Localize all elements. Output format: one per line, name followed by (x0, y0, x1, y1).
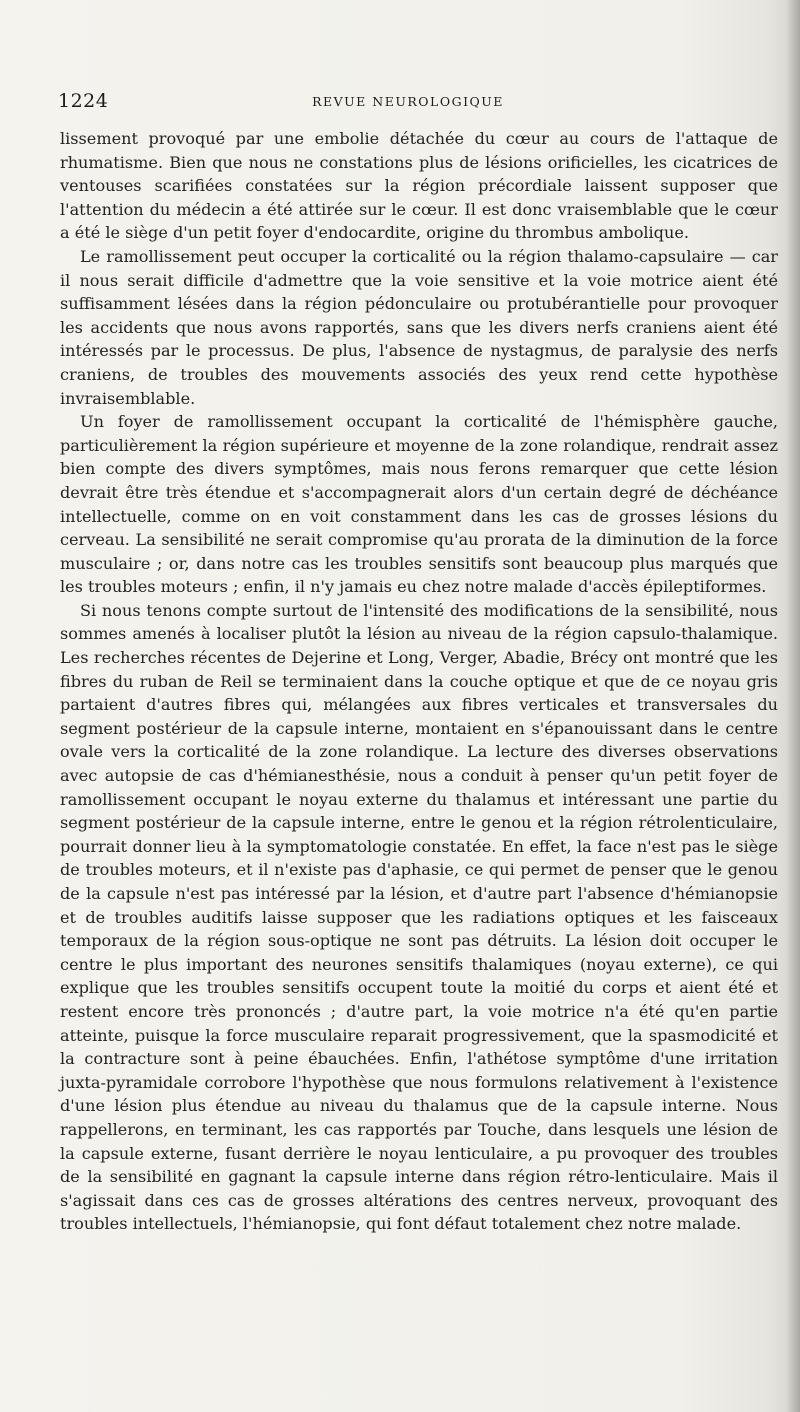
page-edge-shadow (786, 0, 800, 1412)
paragraph-continuation: lissement provoqué par une embolie détachée du cœur au cours de l'attaque de rhumatisme. Bien que nous ne constations plus de lésions orificielles, les cicatrices de ventouses scarifiées constatées sur la région précordiale laissent supposer que l'attention du médecin a été attirée sur le cœur. Il est donc vraisemblable que le cœur a été le siège d'un petit foyer d'endocardite, origine du thrombus ambolique. (60, 129, 778, 243)
page-number: 1224 (58, 90, 109, 112)
paragraph-capsulo-thalamique: Si nous tenons compte surtout de l'intensité des modifications de la sensibilité, nous sommes amenés à localiser plutôt la lésion au niveau de la région capsulo-thalamique. Les recherches récentes de Dejerine et Long, Verger, Abadie, Brécy ont montré que les fibres du ruban de Reil se terminaient dans la couche optique et que de ce noyau gris partaient d'autres fibres qui, mélangées aux fibres verticales et transversales du segment postérieur de la capsule interne, montaient en s'épanouissant dans le centre ovale vers la corticalité de la zone rolandique. La lecture des diverses observations avec autopsie de cas d'hémianesthésie, nous a conduit à penser qu'un petit foyer de ramollissement occupant le noyau externe du thalamus et intéressant une partie du segment postérieur de la capsule interne, entre le genou et la région rétrolenticulaire, pourrait donner lieu à la symptomatologie constatée. En effet, la face n'est pas le siège de troubles moteurs, et il n'existe pas d'aphasie, ce qui permet de penser que le genou de la capsule n'est pas intéressé par la lésion, et d'autre part l'absence d'hémianopsie et de troubles auditifs laisse supposer que les radiations optiques et les faisceaux temporaux de la région sous-optique ne sont pas détruits. La lésion doit occuper le centre le plus important des neurones sensitifs thalamiques (noyau externe), ce qui explique que les troubles sensitifs occupent toute la moitié du corps et aient été et restent encore très prononcés ; d'autre part, la voie motrice n'a été qu'en partie atteinte, puisque la force musculaire reparait progressivement, que la spasmodicité et la contracture sont à peine ébauchées. Enfin, l'athétose symptôme d'une irritation juxta-pyramidale corrobore l'hypothèse que nous formulons relativement à l'existence d'une lésion plus étendue au niveau du thalamus que de la capsule interne. Nous rappellerons, en terminant, les cas rapportés par Touche, dans lesquels une lésion de la capsule externe, fusant derrière le noyau lenticulaire, a pu provoquer des troubles de la sensibilité en gagnant la capsule interne dans région rétro-lenticulaire. Mais il s'agissait dans ces cas de grosses altérations des centres nerveux, provoquant des troubles intellectuels, l'hémianopsie, qui font défaut totalement chez notre malade. (60, 600, 778, 1234)
running-title: REVUE NEUROLOGIQUE (312, 94, 504, 109)
paragraph-foyer-cortical: Un foyer de ramollissement occupant la corticalité de l'hémisphère gauche, particulièrement la région supérieure et moyenne de la zone rolandique, rendrait assez bien compte des divers symptômes, mais nous ferons remarquer que cette lésion devrait être très étendue et s'accompagnerait alors d'un certain degré de déchéance intellectuelle, comme on en voit constamment dans les cas de grosses lésions du cerveau. La sensibilité ne serait compromise qu'au prorata de la diminution de la force musculaire ; or, dans notre cas les troubles sensitifs sont beaucoup plus marqués que les troubles moteurs ; enfin, il n'y jamais eu chez notre malade d'accès épileptiformes. (60, 412, 778, 597)
paragraph-ramollissement: Le ramollissement peut occuper la corticalité ou la région thalamo-capsulaire — car il nous serait difficile d'admettre que la voie sensitive et la voie motrice aient été suffisamment lésées dans la région pédonculaire ou protubérantielle pour provoquer les accidents que nous avons rapportés, sans que les divers nerfs craniens aient été intéressés par le processus. De plus, l'absence de nystagmus, de paralysie des nerfs craniens, de troubles des mouvements associés des yeux rend cette hypothèse invraisemblable. (60, 246, 778, 408)
article-body (60, 127, 778, 1236)
page-header (58, 90, 758, 116)
